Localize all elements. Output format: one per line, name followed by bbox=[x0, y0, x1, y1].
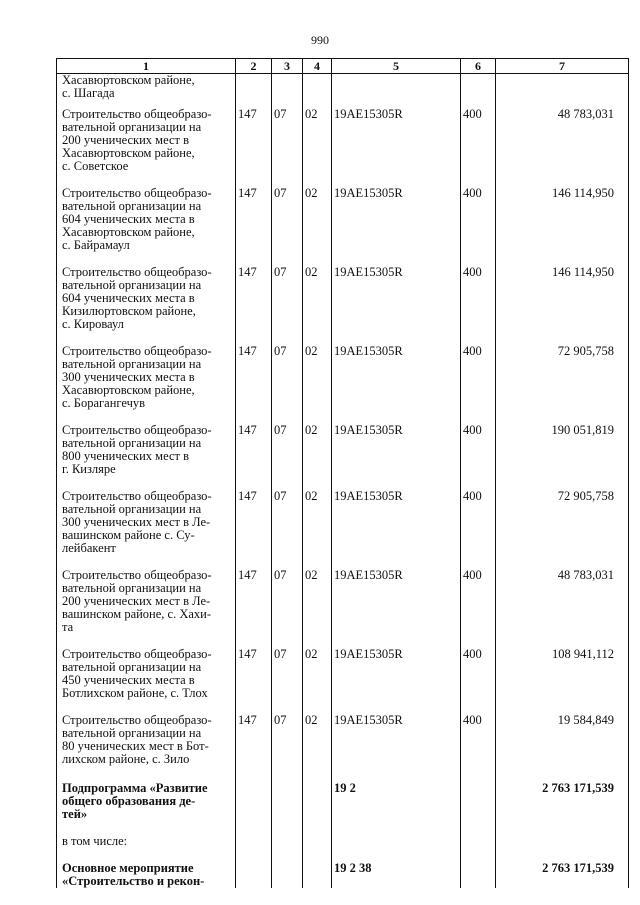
cell-col-3: 07 bbox=[272, 331, 303, 410]
description-line: 604 ученических места в bbox=[62, 212, 195, 226]
table-row bbox=[57, 331, 629, 410]
cell-col-6: 400 bbox=[461, 700, 496, 766]
cell-col-4: 02 bbox=[303, 410, 332, 476]
cell-col-2 bbox=[236, 848, 272, 888]
cell-description bbox=[57, 410, 236, 476]
description-line: вательной организации на bbox=[62, 120, 202, 134]
description-line: Хасавюртовском районе, bbox=[62, 73, 195, 87]
description-line: вательной организации на bbox=[62, 199, 202, 213]
description-line: вашинском районе с. Су- bbox=[62, 528, 195, 542]
cell-col-2 bbox=[236, 766, 272, 821]
cell-description bbox=[57, 821, 236, 848]
cell-col-2 bbox=[236, 821, 272, 848]
cell-col-5: 19АЕ15305R bbox=[332, 476, 461, 555]
description-line: Подпрограмма «Развитие bbox=[62, 781, 208, 795]
cell-amount: 146 114,950 bbox=[496, 173, 629, 252]
cell-col-6: 400 bbox=[461, 173, 496, 252]
cell-col-5 bbox=[332, 74, 461, 101]
description-line: 604 ученических места в bbox=[62, 291, 195, 305]
cell-col-3 bbox=[272, 766, 303, 821]
description-line: г. Кизляре bbox=[62, 462, 116, 476]
budget-table bbox=[56, 58, 629, 888]
cell-col-6: 400 bbox=[461, 410, 496, 476]
cell-col-3: 07 bbox=[272, 634, 303, 700]
cell-col-6: 400 bbox=[461, 100, 496, 173]
cell-description bbox=[57, 173, 236, 252]
cell-col-5: 19АЕ15305R bbox=[332, 100, 461, 173]
cell-description bbox=[57, 766, 236, 821]
cell-col-4: 02 bbox=[303, 173, 332, 252]
cell-col-3: 07 bbox=[272, 555, 303, 634]
table-row bbox=[57, 766, 629, 821]
cell-col-3: 07 bbox=[272, 700, 303, 766]
cell-description bbox=[57, 252, 236, 331]
cell-col-4: 02 bbox=[303, 252, 332, 331]
cell-col-5: 19АЕ15305R bbox=[332, 700, 461, 766]
cell-col-3 bbox=[272, 821, 303, 848]
description-line: в том числе: bbox=[62, 834, 128, 848]
cell-description bbox=[57, 848, 236, 888]
description-line: Основное мероприятие bbox=[62, 861, 194, 875]
header-col-3: 3 bbox=[272, 59, 303, 74]
table-row bbox=[57, 476, 629, 555]
description-line: вательной организации на bbox=[62, 581, 202, 595]
description-line: 200 ученических мест в bbox=[62, 133, 189, 147]
cell-amount bbox=[496, 74, 629, 101]
cell-col-6: 400 bbox=[461, 634, 496, 700]
cell-col-2: 147 bbox=[236, 100, 272, 173]
cell-col-4: 02 bbox=[303, 476, 332, 555]
cell-col-2: 147 bbox=[236, 252, 272, 331]
cell-col-6 bbox=[461, 848, 496, 888]
cell-col-4 bbox=[303, 74, 332, 101]
cell-description bbox=[57, 100, 236, 173]
description-line: лихском районе, с. Зило bbox=[62, 752, 190, 766]
cell-col-4 bbox=[303, 848, 332, 888]
description-line: с. Борагангечув bbox=[62, 396, 146, 410]
header-col-6: 6 bbox=[461, 59, 496, 74]
cell-description bbox=[57, 634, 236, 700]
header-col-7: 7 bbox=[496, 59, 629, 74]
description-line: Строительство общеобразо- bbox=[62, 265, 212, 279]
description-line: с. Байрамаул bbox=[62, 238, 130, 252]
table-row bbox=[57, 252, 629, 331]
table-row bbox=[57, 634, 629, 700]
cell-col-4: 02 bbox=[303, 100, 332, 173]
cell-amount: 48 783,031 bbox=[496, 100, 629, 173]
table-row bbox=[57, 848, 629, 888]
header-col-2: 2 bbox=[236, 59, 272, 74]
cell-col-2 bbox=[236, 74, 272, 101]
cell-col-6 bbox=[461, 766, 496, 821]
cell-col-2: 147 bbox=[236, 331, 272, 410]
cell-amount: 48 783,031 bbox=[496, 555, 629, 634]
cell-description bbox=[57, 555, 236, 634]
description-line: 300 ученических места в bbox=[62, 370, 195, 384]
description-line: общего образования де- bbox=[62, 794, 196, 808]
description-line: вательной организации на bbox=[62, 726, 202, 740]
cell-col-4 bbox=[303, 821, 332, 848]
cell-col-6: 400 bbox=[461, 555, 496, 634]
cell-description bbox=[57, 74, 236, 101]
table-header-row bbox=[57, 59, 629, 74]
description-line: с. Шагада bbox=[62, 86, 115, 100]
page-number: 990 bbox=[311, 33, 329, 47]
description-line: с. Советское bbox=[62, 159, 129, 173]
cell-col-6: 400 bbox=[461, 252, 496, 331]
cell-col-5: 19 2 38 bbox=[332, 848, 461, 888]
cell-col-6: 400 bbox=[461, 331, 496, 410]
cell-col-3: 07 bbox=[272, 100, 303, 173]
cell-col-5: 19АЕ15305R bbox=[332, 634, 461, 700]
cell-col-5: 19АЕ15305R bbox=[332, 555, 461, 634]
description-line: с. Кироваул bbox=[62, 317, 124, 331]
table-row bbox=[57, 555, 629, 634]
description-line: вательной организации на bbox=[62, 502, 202, 516]
cell-col-5: 19АЕ15305R bbox=[332, 173, 461, 252]
cell-col-6 bbox=[461, 74, 496, 101]
description-line: Строительство общеобразо- bbox=[62, 713, 212, 727]
description-line: вашинском районе, с. Хахи- bbox=[62, 607, 212, 621]
description-line: вательной организации на bbox=[62, 278, 202, 292]
description-line: 450 ученических места в bbox=[62, 673, 195, 687]
table-row bbox=[57, 173, 629, 252]
cell-amount: 19 584,849 bbox=[496, 700, 629, 766]
description-line: Строительство общеобразо- bbox=[62, 568, 212, 582]
table-row bbox=[57, 74, 629, 101]
cell-col-5: 19АЕ15305R bbox=[332, 252, 461, 331]
cell-description bbox=[57, 331, 236, 410]
cell-col-4: 02 bbox=[303, 555, 332, 634]
cell-col-3: 07 bbox=[272, 252, 303, 331]
cell-col-6 bbox=[461, 821, 496, 848]
cell-col-3: 07 bbox=[272, 410, 303, 476]
table-row bbox=[57, 700, 629, 766]
cell-col-3: 07 bbox=[272, 476, 303, 555]
cell-col-6: 400 bbox=[461, 476, 496, 555]
description-line: вательной организации на bbox=[62, 357, 202, 371]
description-line: Ботлихском районе, с. Тлох bbox=[62, 686, 208, 700]
description-line: вательной организации на bbox=[62, 436, 202, 450]
cell-amount: 2 763 171,539 bbox=[496, 766, 629, 821]
budget-table-container bbox=[56, 58, 628, 905]
header-col-5: 5 bbox=[332, 59, 461, 74]
cell-col-4 bbox=[303, 766, 332, 821]
description-line: лейбакент bbox=[62, 541, 116, 555]
description-line: «Строительство и рекон- bbox=[62, 874, 205, 888]
cell-col-3: 07 bbox=[272, 173, 303, 252]
description-line: Строительство общеобразо- bbox=[62, 107, 212, 121]
header-col-1: 1 bbox=[57, 59, 236, 74]
description-line: 300 ученических мест в Ле- bbox=[62, 515, 211, 529]
cell-col-4: 02 bbox=[303, 634, 332, 700]
cell-amount: 72 905,758 bbox=[496, 476, 629, 555]
cell-col-2: 147 bbox=[236, 173, 272, 252]
description-line: Строительство общеобразо- bbox=[62, 344, 212, 358]
cell-description bbox=[57, 700, 236, 766]
cell-amount: 2 763 171,539 bbox=[496, 848, 629, 888]
table-body bbox=[57, 74, 629, 889]
cell-col-2: 147 bbox=[236, 700, 272, 766]
description-line: Строительство общеобразо- bbox=[62, 647, 212, 661]
header-col-4: 4 bbox=[303, 59, 332, 74]
description-line: 200 ученических мест в Ле- bbox=[62, 594, 211, 608]
description-line: тей» bbox=[62, 807, 88, 821]
cell-col-2: 147 bbox=[236, 555, 272, 634]
cell-col-5: 19АЕ15305R bbox=[332, 410, 461, 476]
cell-col-3 bbox=[272, 74, 303, 101]
cell-col-2: 147 bbox=[236, 634, 272, 700]
description-line: Хасавюртовском районе, bbox=[62, 225, 195, 239]
table-row bbox=[57, 821, 629, 848]
cell-col-4: 02 bbox=[303, 700, 332, 766]
cell-amount bbox=[496, 821, 629, 848]
description-line: 80 ученических мест в Бот- bbox=[62, 739, 209, 753]
cell-amount: 146 114,950 bbox=[496, 252, 629, 331]
description-line: Кизилюртовском районе, bbox=[62, 304, 196, 318]
cell-col-2: 147 bbox=[236, 476, 272, 555]
cell-col-5: 19 2 bbox=[332, 766, 461, 821]
table-row bbox=[57, 410, 629, 476]
description-line: 800 ученических мест в bbox=[62, 449, 189, 463]
description-line: Строительство общеобразо- bbox=[62, 423, 212, 437]
cell-col-4: 02 bbox=[303, 331, 332, 410]
description-line: Строительство общеобразо- bbox=[62, 489, 212, 503]
cell-amount: 108 941,112 bbox=[496, 634, 629, 700]
description-line: Строительство общеобразо- bbox=[62, 186, 212, 200]
cell-col-3 bbox=[272, 848, 303, 888]
cell-col-2: 147 bbox=[236, 410, 272, 476]
description-line: Хасавюртовском районе, bbox=[62, 383, 195, 397]
table-row bbox=[57, 100, 629, 173]
cell-amount: 72 905,758 bbox=[496, 331, 629, 410]
cell-col-5 bbox=[332, 821, 461, 848]
cell-description bbox=[57, 476, 236, 555]
description-line: Хасавюртовском районе, bbox=[62, 146, 195, 160]
cell-col-5: 19АЕ15305R bbox=[332, 331, 461, 410]
description-line: вательной организации на bbox=[62, 660, 202, 674]
description-line: та bbox=[62, 620, 74, 634]
cell-amount: 190 051,819 bbox=[496, 410, 629, 476]
